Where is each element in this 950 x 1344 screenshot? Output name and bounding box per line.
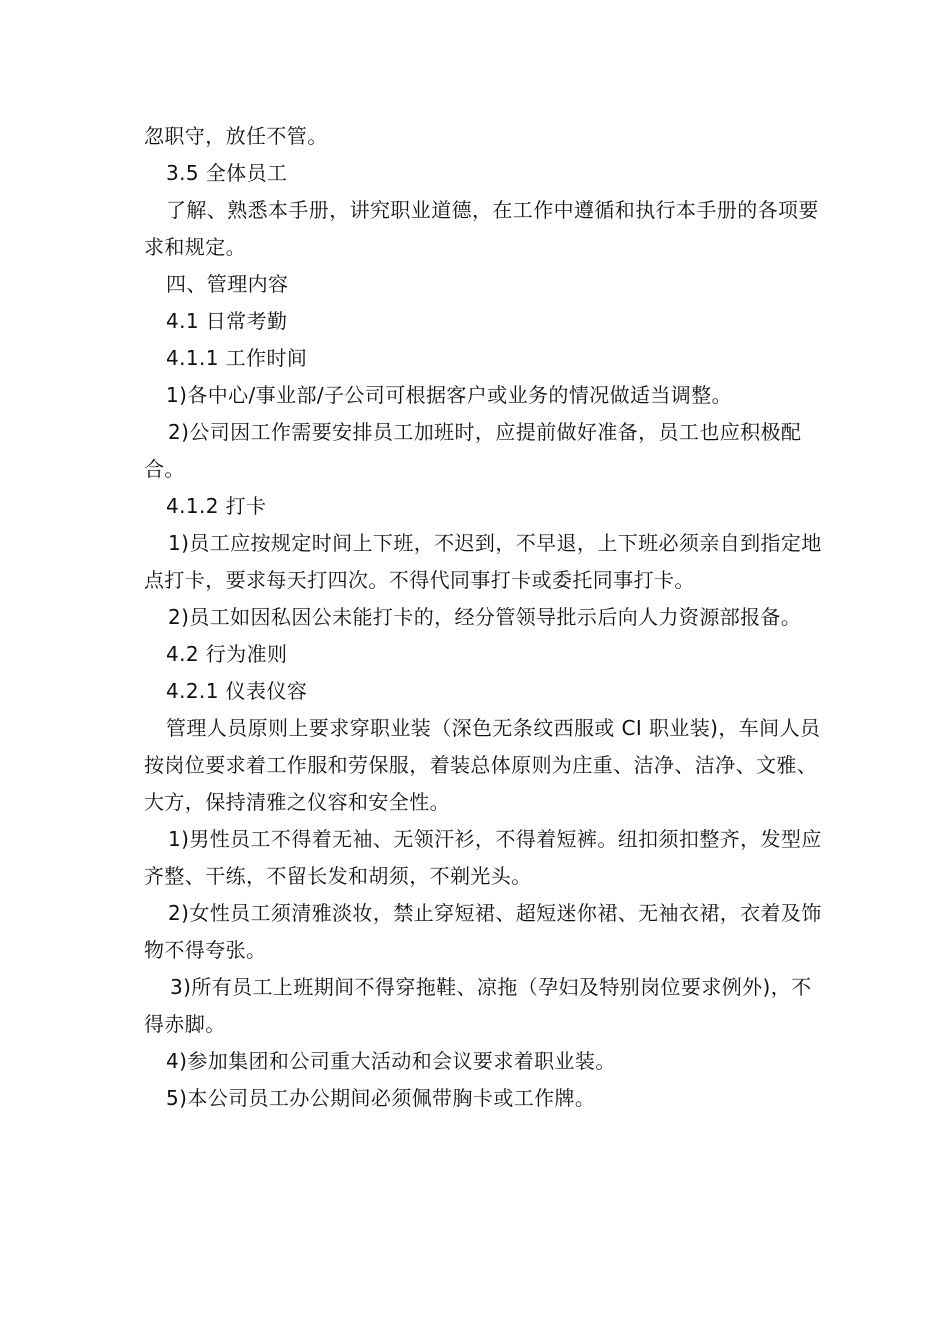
paragraph-dress-code: 管理人员原则上要求穿职业装（深色无条纹西服或 CI 职业装)，车间人员按岗位要求着工作服和劳保服，着装总体原则为庄重、洁净、洁净、文雅、大方，保持清雅之仪容和安全性。 <box>144 716 821 814</box>
list-item-appearance-3: 3)所有员工上班期间不得穿拖鞋、凉拖（孕妇及特别岗位要求例外)，不得赤脚。 <box>144 975 812 1036</box>
heading-4-management-content: 四、管理内容 <box>166 272 289 296</box>
paragraph-continuation: 忽职守，放任不管。 <box>144 124 328 148</box>
list-item-work-hours-1: 1)各中心/事业部/子公司可根据客户或业务的情况做适当调整。 <box>166 383 733 407</box>
heading-4-1-1-work-hours: 4.1.1 工作时间 <box>166 346 308 370</box>
paragraph-all-staff-duty: 了解、熟悉本手册，讲究职业道德，在工作中遵循和执行本手册的各项要求和规定。 <box>144 198 819 259</box>
list-item-clock-in-2: 2)员工如因私因公未能打卡的，经分管领导批示后向人力资源部报备。 <box>168 605 802 629</box>
heading-4-2-1-appearance: 4.2.1 仪表仪容 <box>166 679 308 703</box>
heading-3-5-all-staff: 3.5 全体员工 <box>166 161 288 185</box>
list-item-work-hours-2: 2)公司因工作需要安排员工加班时，应提前做好准备，员工也应积极配合。 <box>144 420 802 481</box>
heading-4-1-daily-attendance: 4.1 日常考勤 <box>166 309 288 333</box>
document-body <box>144 118 824 1117</box>
list-item-appearance-1: 1)男性员工不得着无袖、无领汗衫，不得着短裤。纽扣须扣整齐，发型应齐整、干练，不留长发和胡须，不剃光头。 <box>144 827 822 888</box>
list-item-clock-in-1: 1)员工应按规定时间上下班，不迟到，不早退，上下班必须亲自到指定地点打卡，要求每天打四次。不得代同事打卡或委托同事打卡。 <box>144 531 822 592</box>
list-item-appearance-4: 4)参加集团和公司重大活动和会议要求着职业装。 <box>166 1049 616 1073</box>
list-item-appearance-5: 5)本公司员工办公期间必须佩带胸卡或工作牌。 <box>166 1086 596 1110</box>
heading-4-2-code-of-conduct: 4.2 行为准则 <box>166 642 288 666</box>
list-item-appearance-2: 2)女性员工须清雅淡妆，禁止穿短裙、超短迷你裙、无袖衣裙，衣着及饰物不得夸张。 <box>144 901 822 962</box>
heading-4-1-2-clock-in: 4.1.2 打卡 <box>166 494 267 518</box>
